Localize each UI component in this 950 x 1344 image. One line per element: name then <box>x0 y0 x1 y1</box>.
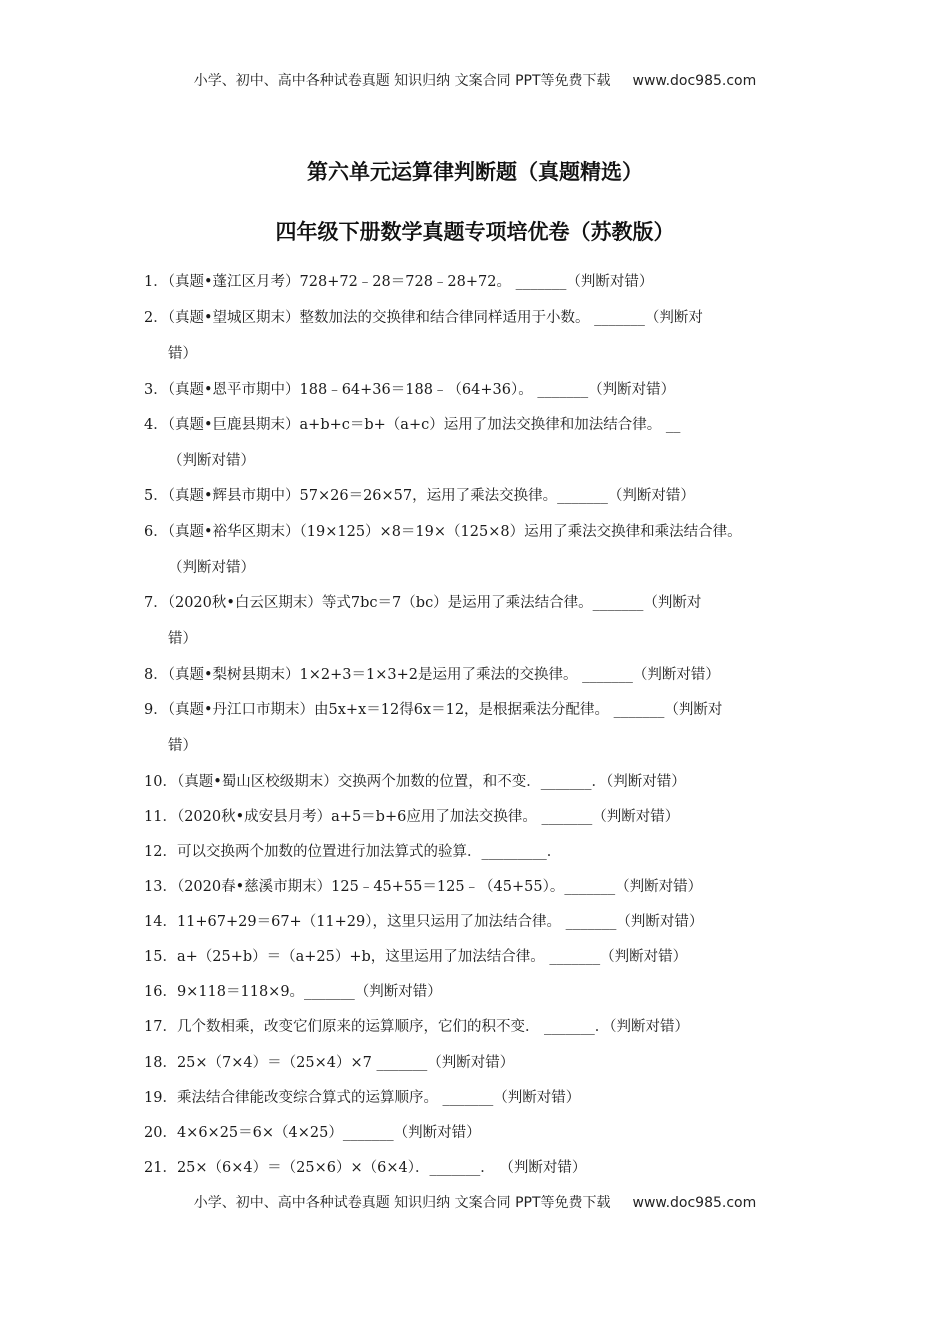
question-12: 12．可以交换两个加数的位置进行加法算式的验算．_________． <box>144 844 562 860</box>
question-4: 4．（真题•巨鹿县期末）a+b+c＝b+（a+c）运用了加法交换律和加法结合律。 __ （判断对错） <box>144 417 681 469</box>
question-1: 1．（真题•蓬江区月考）728+72﹣28＝728﹣28+72。 _______（判断对错） <box>144 274 654 290</box>
header-url: www.doc985.com <box>632 73 757 89</box>
question-8: 8．（真题•梨树县期末）1×2+3＝1×3+2是运用了乘法的交换律。 _______（判断对错） <box>144 667 720 683</box>
question-14: 14．11+67+29＝67+（11+29），这里只运用了加法结合律。 _______（判断对错） <box>144 914 704 930</box>
question-11: 11．（2020秋•成安县月考）a+5＝b+6应用了加法交换律。 _______（判断对错） <box>144 809 680 825</box>
page-footer <box>0 1192 950 1212</box>
question-18: 18．25×（7×4）＝（25×4）×7 _______（判断对错） <box>144 1055 515 1071</box>
question-6: 6．（真题•裕华区期末）（19×125）×8＝19×（125×8）运用了乘法交换律和乘法结合律。 （判断对错） <box>144 524 742 576</box>
question-15: 15．a+（25+b）＝（a+25）+b，这里运用了加法结合律。 _______（判断对错） <box>144 949 688 965</box>
question-21: 21．25×（6×4）＝（25×6）×（6×4）．_______． （判断对错） <box>144 1160 587 1176</box>
question-3: 3．（真题•恩平市期中）188﹣64+36＝188﹣（64+36）。 _______（判断对错） <box>144 382 676 398</box>
question-17: 17．几个数相乘，改变它们原来的运算顺序，它们的积不变． _______．（判断对错） <box>144 1019 690 1035</box>
question-10: 10．（真题•蜀山区校级期末）交换两个加数的位置，和不变．_______．（判断对错） <box>144 774 686 790</box>
question-5: 5．（真题•辉县市期中）57×26＝26×57，运用了乘法交换律。_______（判断对错） <box>144 488 695 504</box>
page-subtitle: 四年级下册数学真题专项培优卷（苏教版） <box>275 220 675 244</box>
question-20: 20．4×6×25＝6×（4×25）_______（判断对错） <box>144 1125 481 1141</box>
footer-text: 小学、初中、高中各种试卷真题 知识归纳 文案合同 PPT等免费下载 <box>193 1195 611 1211</box>
question-9: 9．（真题•丹江口市期末）由5x+x＝12得6x＝12，是根据乘法分配律。 _______（判断对 错） <box>144 702 723 754</box>
page-title: 第六单元运算律判断题（真题精选） <box>307 160 643 184</box>
page-header <box>0 70 950 90</box>
question-2: 2．（真题•望城区期末）整数加法的交换律和结合律同样适用于小数。 _______（判断对 错） <box>144 310 703 362</box>
footer-url: www.doc985.com <box>632 1195 757 1211</box>
header-text: 小学、初中、高中各种试卷真题 知识归纳 文案合同 PPT等免费下载 <box>193 73 611 89</box>
question-19: 19．乘法结合律能改变综合算式的运算顺序。 _______（判断对错） <box>144 1090 581 1106</box>
question-16: 16．9×118＝118×9。_______（判断对错） <box>144 984 442 1000</box>
question-7: 7．（2020秋•白云区期末）等式7bc＝7（bc）是运用了乘法结合律。_______（判断对 错） <box>144 595 702 647</box>
question-13: 13．（2020春•慈溪市期末）125﹣45+55＝125﹣（45+55）。_______（判断对错） <box>144 879 703 895</box>
